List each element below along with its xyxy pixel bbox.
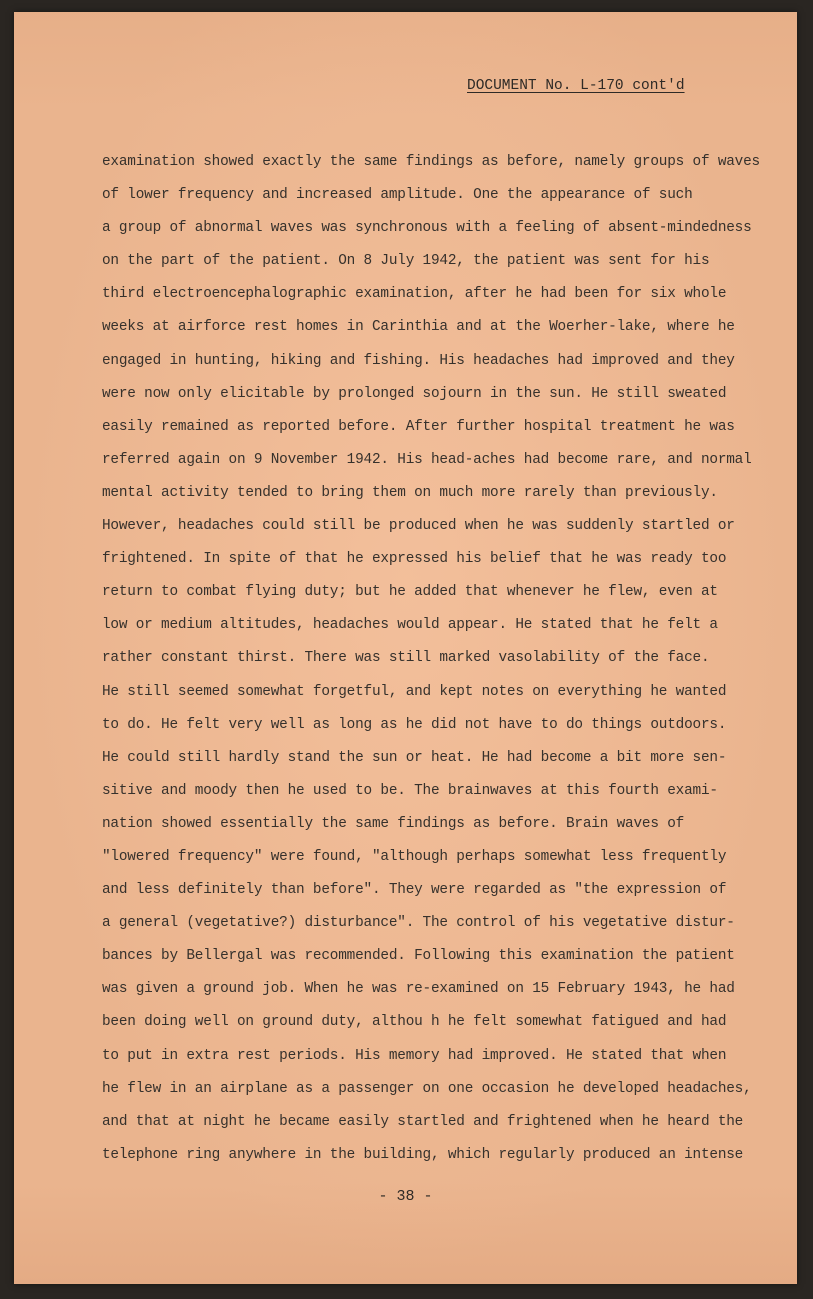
text-line: weeks at airforce rest homes in Carinthia and at the Woerher-lake, where he: [102, 319, 735, 336]
document-page: [14, 12, 797, 1284]
text-line: were now only elicitable by prolonged sojourn in the sun. He still sweated: [102, 385, 727, 402]
text-line: he flew in an airplane as a passenger on one occasion he developed headaches,: [102, 1080, 752, 1097]
text-line: referred again on 9 November 1942. His head-aches had become rare, and normal: [102, 451, 752, 468]
text-line: mental activity tended to bring them on much more rarely than previously.: [102, 484, 718, 501]
text-line: third electroencephalographic examination, after he had been for six whole: [102, 286, 727, 303]
text-line: He could still hardly stand the sun or heat. He had become a bit more sen-: [102, 749, 727, 766]
text-line: a group of abnormal waves was synchronous with a feeling of absent-mindedness: [102, 220, 752, 237]
text-line: a general (vegetative?) disturbance". The control of his vegetative distur-: [102, 915, 735, 932]
text-line: sitive and moody then he used to be. The brainwaves at this fourth exami-: [102, 782, 718, 799]
text-line: been doing well on ground duty, althou h he felt somewhat fatigued and had: [102, 1014, 727, 1031]
text-line: and less definitely than before". They were regarded as "the expression of: [102, 882, 727, 899]
text-line: engaged in hunting, hiking and fishing. His headaches had improved and they: [102, 352, 735, 369]
text-line: He still seemed somewhat forgetful, and kept notes on everything he wanted: [102, 683, 727, 700]
text-line: frightened. In spite of that he expressed his belief that he was ready too: [102, 551, 727, 568]
text-line: nation showed essentially the same findings as before. Brain waves of: [102, 815, 685, 832]
text-line: examination showed exactly the same findings as before, namely groups of waves: [102, 154, 760, 170]
text-line: bances by Bellergal was recommended. Following this examination the patient: [102, 948, 735, 965]
text-line: rather constant thirst. There was still marked vasolability of the face.: [102, 650, 710, 667]
text-line: to put in extra rest periods. His memory had improved. He stated that when: [102, 1047, 727, 1064]
text-line: However, headaches could still be produced when he was suddenly startled or: [102, 518, 735, 535]
text-line: on the part of the patient. On 8 July 1942, the patient was sent for his: [102, 253, 710, 270]
text-line: to do. He felt very well as long as he did not have to do things outdoors.: [102, 716, 727, 733]
text-line: of lower frequency and increased amplitude. One the appearance of such: [102, 187, 693, 204]
document-reference-header: DOCUMENT No. L-170 cont'd: [467, 78, 685, 94]
text-line: was given a ground job. When he was re-examined on 15 February 1943, he had: [102, 981, 735, 998]
text-line: low or medium altitudes, headaches would appear. He stated that he felt a: [102, 617, 718, 634]
text-line: telephone ring anywhere in the building, which regularly produced an intense: [102, 1146, 744, 1163]
text-line: return to combat flying duty; but he added that whenever he flew, even at: [102, 584, 718, 601]
body-text: [102, 146, 762, 1172]
text-line: "lowered frequency" were found, "although perhaps somewhat less frequently: [102, 848, 727, 865]
text-line: and that at night he became easily startled and frightened when he heard the: [102, 1113, 744, 1130]
page-number: - 38 -: [378, 1188, 433, 1205]
text-line: easily remained as reported before. After further hospital treatment he was: [102, 418, 735, 435]
